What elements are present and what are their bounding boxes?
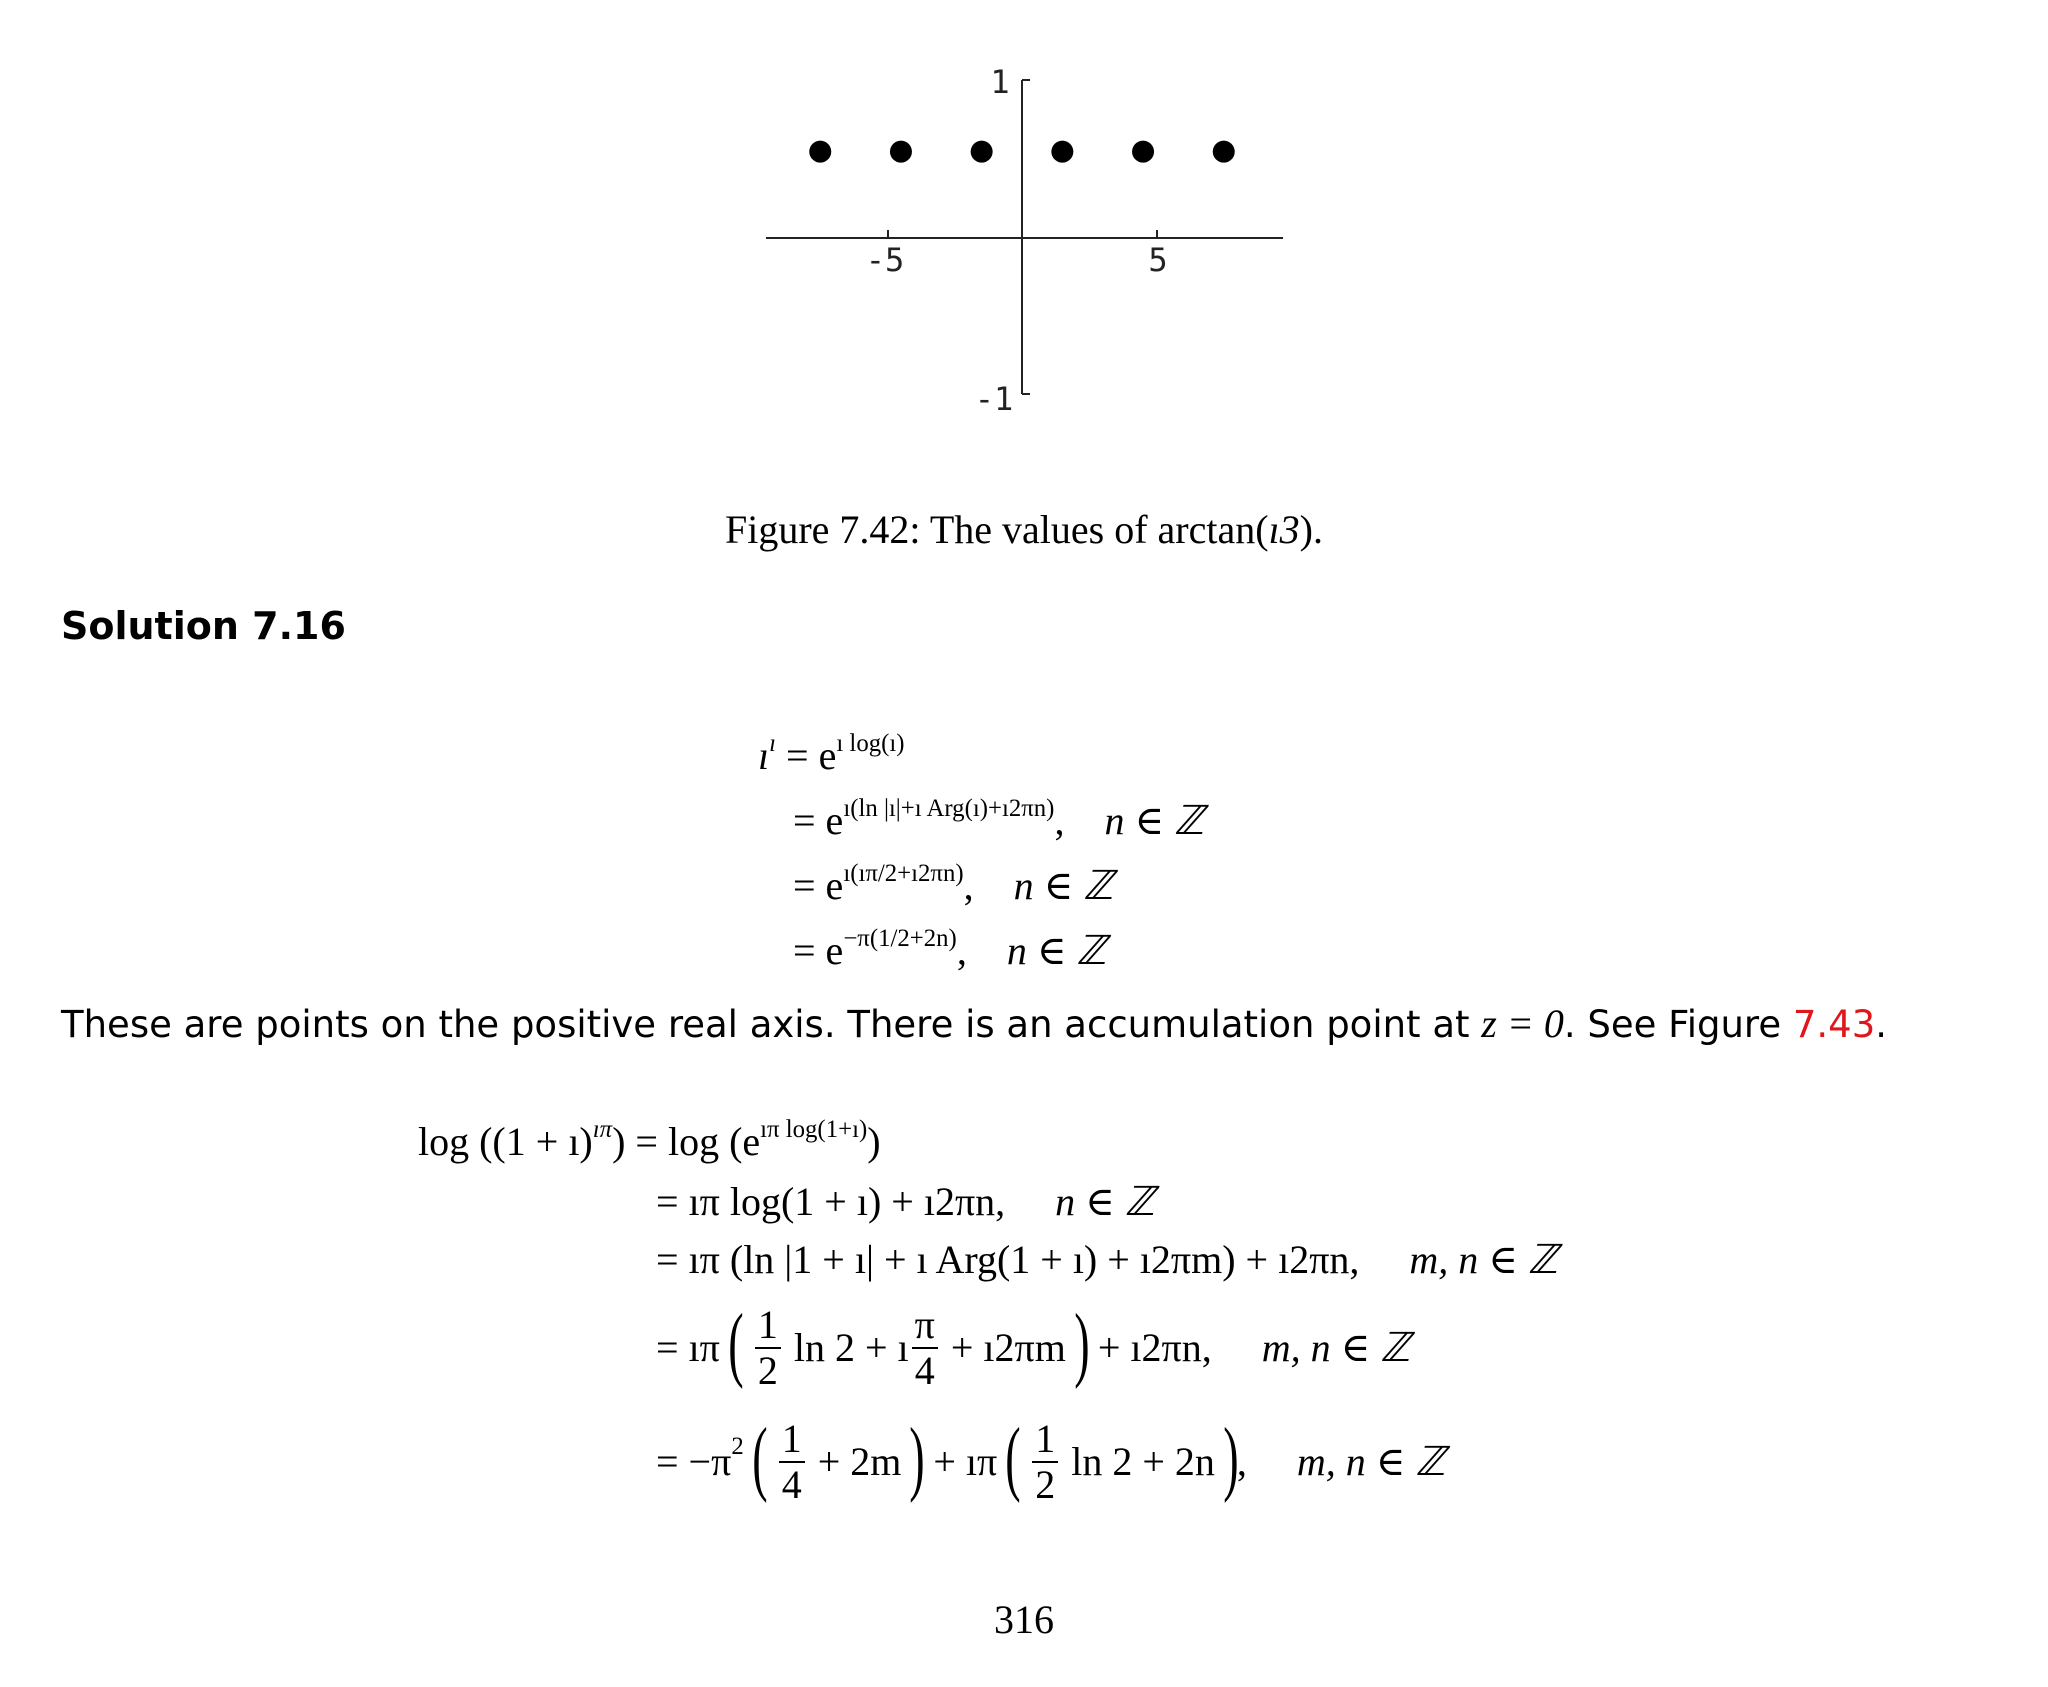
eq2-l5-open-paren-2: ( <box>1005 1410 1021 1504</box>
caption-prefix: Figure 7.42: The values of arctan( <box>725 507 1269 552</box>
eq1-line-2: = $e^{ı(ln |ı|+ı Arg(ı)+ı2\pi n)}$, n ∈ ℤ <box>793 795 1204 843</box>
data-point-2 <box>890 141 912 163</box>
data-point-5 <box>1132 141 1154 163</box>
frac-denominator: 2 <box>1035 1461 1056 1507</box>
eq1-l4-cond: n ∈ ℤ <box>1006 928 1107 973</box>
eq1-line-4: = $e^{-\pi(1/2+2n)}$, n ∈ ℤ <box>793 925 1107 973</box>
frac-numerator: 1 <box>1032 1418 1058 1463</box>
eq2-l4-frac-2 <box>912 1301 938 1393</box>
eq2-l5-d: ln 2 + 2n <box>1071 1439 1215 1484</box>
eq1-lhs-exp: ı <box>769 730 777 758</box>
eq2-l5-cond: m, n ∈ ℤ <box>1296 1439 1446 1484</box>
eq2-l5-b: + 2m <box>817 1439 902 1484</box>
eq2-l1-rhs: = log (e <box>635 1119 761 1164</box>
x-tick-label-left: -5 <box>865 241 905 279</box>
figure-caption <box>0 506 2048 553</box>
y-tick-label-bottom: -1 <box>974 380 1014 418</box>
eq2-l5-c: + ıπ <box>933 1439 998 1484</box>
eq2-l3-cond: m, n ∈ ℤ <box>1409 1237 1558 1282</box>
eq2-l1-lhs-exp: ıπ <box>592 1116 613 1144</box>
eq1-l1-base: e <box>818 733 837 778</box>
eq2-l4-close-paren: ) <box>1074 1296 1090 1390</box>
eq2-l5-a: = −π <box>656 1439 732 1484</box>
eq1-line-1: $ı^ı = e^{ı log(ı)}$ <box>758 730 905 778</box>
eq1-l2-cond: n ∈ ℤ <box>1104 798 1204 843</box>
eq2-l4-cond: m, n ∈ ℤ <box>1261 1325 1410 1370</box>
caption-arg: ı3 <box>1268 507 1300 552</box>
plot-axes <box>766 80 1283 394</box>
eq2-l5-a-exp: 2 <box>731 1432 744 1460</box>
x-tick-label-right: 5 <box>1148 241 1168 279</box>
figure-plot <box>0 0 2048 440</box>
eq2-line-3 <box>656 1236 1558 1284</box>
eq1-l2-exp: ı(ln |ı|+ı Arg(ı)+ı2πn) <box>843 795 1055 823</box>
eq2-l2-cond: n ∈ ℤ <box>1055 1179 1155 1224</box>
paragraph-text: These are points on the positive real axis. There is an accumulation point at <box>61 1003 1482 1046</box>
data-point-4 <box>1051 141 1073 163</box>
paragraph-math: z = 0 <box>1481 1001 1564 1046</box>
figure-link[interactable]: 7.43 <box>1792 1003 1876 1046</box>
eq2-line-4 <box>656 1298 1410 1398</box>
frac-numerator: 1 <box>755 1304 781 1349</box>
eq1-l3-cond: n ∈ ℤ <box>1013 863 1114 908</box>
body-paragraph <box>61 1000 1887 1047</box>
paragraph-text-mid: . See Figure <box>1563 1003 1793 1046</box>
eq2-l3-expr: = ıπ (ln |1 + ı| + ı Arg(1 + ı) + ı2πm) + ı2πn, <box>656 1237 1360 1282</box>
eq2-l4-c: + ı2πm <box>950 1325 1066 1370</box>
eq2-l5-close-paren-1: ) <box>909 1410 926 1504</box>
eq2-l1-lhs: log ((1 + ı) <box>418 1119 593 1164</box>
caption-suffix: ). <box>1299 507 1323 552</box>
eq2-l5-close-paren-2: ) <box>1223 1410 1239 1504</box>
eq2-l5-frac-2 <box>1032 1415 1058 1507</box>
page-number: 316 <box>994 1597 1054 1642</box>
frac-denominator: 4 <box>914 1347 935 1393</box>
eq2-line-5 <box>656 1412 1445 1512</box>
eq2-l1-rhs-close: ) <box>867 1119 881 1164</box>
data-point-6 <box>1213 141 1235 163</box>
eq2-l1-lhs-close: ) <box>612 1119 626 1164</box>
eq2-line-2 <box>656 1178 1155 1226</box>
eq2-l5-open-paren-1: ( <box>752 1410 768 1504</box>
data-point-1 <box>809 141 831 163</box>
paragraph-text-end: . <box>1875 1003 1888 1046</box>
eq2-l5-e: , <box>1236 1439 1247 1484</box>
eq1-lhs-base: ı <box>758 733 770 778</box>
eq2-l4-a: = ıπ <box>656 1325 720 1370</box>
section-heading: Solution 7.16 <box>61 604 346 648</box>
eq2-l4-d: + ı2πn, <box>1097 1325 1212 1370</box>
frac-denominator: 2 <box>757 1347 778 1393</box>
data-point-3 <box>971 141 993 163</box>
eq2-l1-rhs-exp: ıπ log(1+ı) <box>760 1116 868 1144</box>
eq2-l5-frac-1 <box>779 1415 805 1507</box>
eq1-l3-exp: ı(ıπ/2+ı2πn) <box>843 860 964 888</box>
eq1-l4-exp: −π(1/2+2n) <box>843 925 957 953</box>
eq2-l2-expr: = ıπ log(1 + ı) + ı2πn, <box>656 1179 1006 1224</box>
frac-denominator: 4 <box>781 1461 802 1507</box>
eq1-line-3: = $e^{ı(ı\pi/2+ı2\pi n)}$, n ∈ ℤ <box>793 860 1114 908</box>
y-tick-label-top: 1 <box>990 63 1010 101</box>
eq2-l4-open-paren: ( <box>728 1296 744 1390</box>
frac-numerator: 1 <box>779 1418 805 1463</box>
eq2-l4-frac-1 <box>755 1301 781 1393</box>
eq1-l1-exp: ı log(ı) <box>836 730 905 758</box>
eq2-l4-b: ln 2 + ı <box>793 1325 909 1370</box>
eq2-line-1 <box>418 1118 881 1166</box>
frac-numerator: π <box>912 1304 938 1349</box>
